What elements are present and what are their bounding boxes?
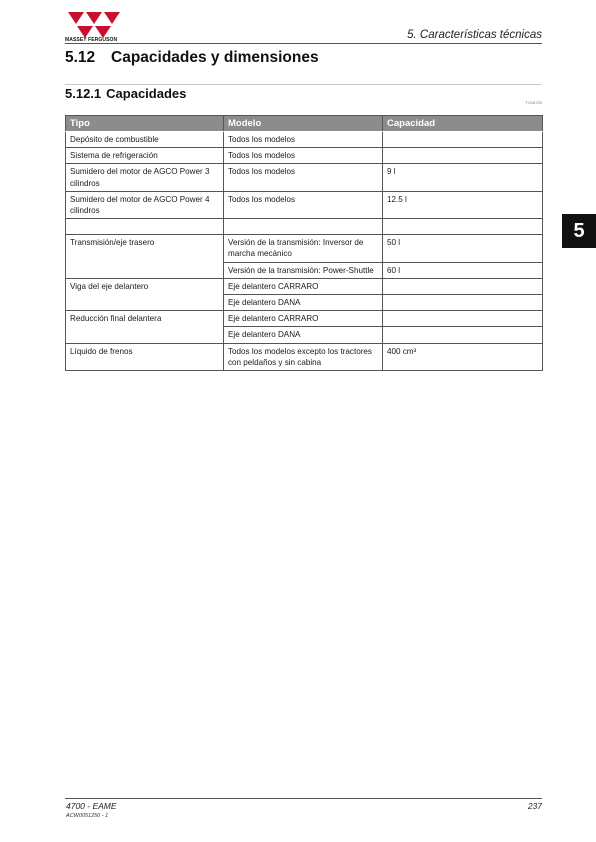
cell-modelo: Eje delantero CARRARO [224,311,383,327]
cell-tipo: Sumidero del motor de AGCO Power 4 cilindros [66,191,224,218]
cell-modelo: Eje delantero DANA [224,327,383,343]
cell-modelo: Todos los modelos excepto los tractores con peldaños y sin cabina [224,343,383,370]
cell-tipo: Reducción final delantera [66,311,224,327]
section-title [65,49,319,67]
cell-tipo: Depósito de combustible [66,132,224,148]
document-code: ACW0051250 - 1 [66,813,109,819]
table-row [66,295,543,311]
cell-tipo [66,219,224,235]
cell-modelo: Todos los modelos [224,148,383,164]
cell-capacidad [383,278,543,294]
header-divider [65,43,542,44]
cell-capacidad: 60 l [383,262,543,278]
chapter-title: 5. Características técnicas [407,29,542,41]
cell-modelo: Eje delantero DANA [224,295,383,311]
subsection-title-text: Capacidades [106,86,187,101]
cell-capacidad: 9 l [383,164,543,191]
footer-model: 4700 - EAME [66,801,117,811]
subsection-title [65,86,186,101]
table-header-row [66,116,543,132]
cell-capacidad [383,295,543,311]
cell-tipo: Transmisión/eje trasero [66,235,224,262]
column-header-modelo: Modelo [224,116,383,132]
cell-tipo: Sistema de refrigeración [66,148,224,164]
cell-capacidad [383,327,543,343]
table-row [66,235,543,262]
logo-text: MASSEY FERGUSON [65,37,118,43]
cell-modelo: Todos los modelos [224,191,383,218]
cell-tipo: Sumidero del motor de AGCO Power 3 cilindros [66,164,224,191]
subsection-number: 5.12.1 [65,86,102,101]
table-row [66,132,543,148]
table-row [66,278,543,294]
table-row [66,343,543,370]
cell-modelo [224,219,383,235]
cell-capacidad [383,132,543,148]
cell-tipo [66,262,224,278]
table-row [66,164,543,191]
cell-capacidad: 12.5 l [383,191,543,218]
table-row [66,148,543,164]
cell-tipo: Líquido de frenos [66,343,224,370]
cell-modelo: Todos los modelos [224,132,383,148]
cell-tipo [66,327,224,343]
cell-tipo: Viga del eje delantero [66,278,224,294]
page-number: 237 [527,801,542,811]
cell-modelo: Versión de la transmisión: Inversor de marcha mecánico [224,235,383,262]
cell-capacidad: 50 l [383,235,543,262]
table-row [66,327,543,343]
section-title-text: Capacidades y dimensiones [111,49,319,66]
footer-divider [65,798,542,799]
cell-tipo [66,295,224,311]
cell-modelo: Versión de la transmisión: Power-Shuttle [224,262,383,278]
cell-capacidad [383,311,543,327]
cell-modelo: Todos los modelos [224,164,383,191]
cell-capacidad [383,219,543,235]
chapter-tab-marker: 5 [562,214,596,248]
column-header-capacidad: Capacidad [383,116,543,132]
section-divider [65,84,542,85]
table-row [66,262,543,278]
cell-capacidad [383,148,543,164]
column-header-tipo: Tipo [66,116,224,132]
table-row [66,311,543,327]
section-number: 5.12 [65,49,96,66]
table-row [66,191,543,218]
cell-modelo: Eje delantero CARRARO [224,278,383,294]
table-row [66,219,543,235]
capacities-table [65,115,543,371]
figure-reference-code: TO18739 [525,100,542,105]
cell-capacidad: 400 cm³ [383,343,543,370]
